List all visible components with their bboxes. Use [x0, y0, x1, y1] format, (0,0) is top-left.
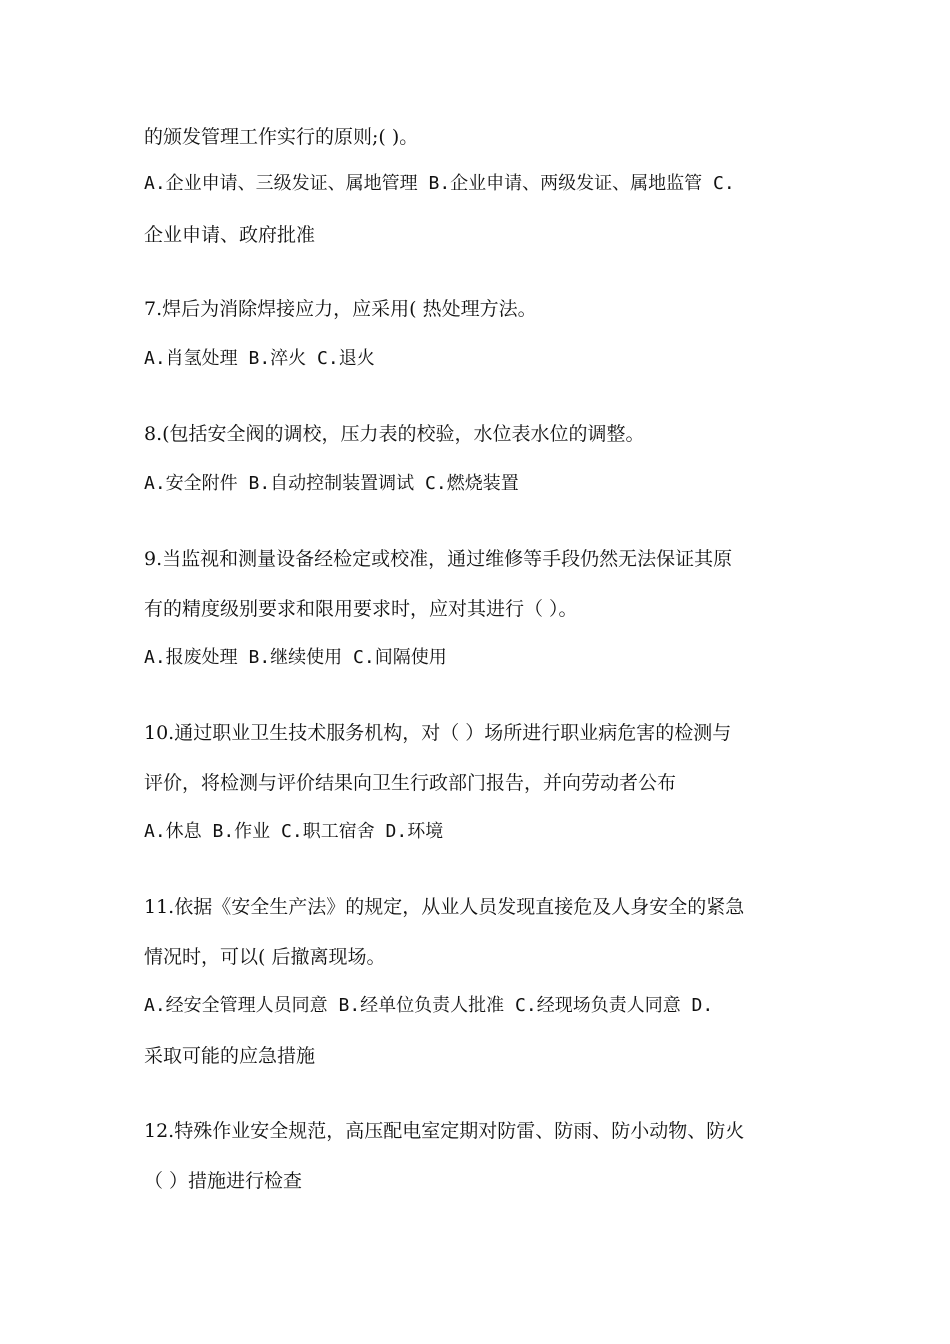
q9-stem-continuation: 有的精度级别要求和限用要求时，应对其进行（ ）。	[144, 598, 578, 620]
q6-options: A.企业申请、三级发证、属地管理 B.企业申请、两级发证、属地监管 C.	[144, 173, 735, 194]
q10-options: A.休息 B.作业 C.职工宿舍 D.环境	[144, 821, 444, 842]
q10-stem: 10.通过职业卫生技术服务机构，对（ ）场所进行职业病危害的检测与	[144, 722, 732, 744]
q12-stem-continuation: （ ）措施进行检查	[144, 1170, 303, 1192]
q7-options: A.肖氢处理 B.淬火 C.退火	[144, 348, 375, 369]
q6-options-continuation: 企业申请、政府批准	[144, 224, 316, 246]
q11-stem-continuation: 情况时，可以( 后撤离现场。	[144, 946, 386, 968]
q12-stem: 12.特殊作业安全规范，高压配电室定期对防雷、防雨、防小动物、防火	[144, 1120, 745, 1142]
q9-options: A.报废处理 B.继续使用 C.间隔使用	[144, 647, 447, 668]
q8-options: A.安全附件 B.自动控制装置调试 C.燃烧装置	[144, 473, 519, 494]
q8-stem: 8.(包括安全阀的调校，压力表的校验，水位表水位的调整。	[144, 423, 645, 445]
q11-options: A.经安全管理人员同意 B.经单位负责人批准 C.经现场负责人同意 D.	[144, 995, 714, 1016]
q6-stem-continuation: 的颁发管理工作实行的原则;( )。	[144, 126, 419, 148]
q7-stem: 7.焊后为消除焊接应力，应采用( 热处理方法。	[144, 298, 537, 320]
q10-stem-continuation: 评价，将检测与评价结果向卫生行政部门报告，并向劳动者公布	[144, 772, 677, 794]
q11-stem: 11.依据《安全生产法》的规定，从业人员发现直接危及人身安全的紧急	[144, 896, 745, 918]
q11-options-continuation: 采取可能的应急措施	[144, 1045, 316, 1067]
q9-stem: 9.当监视和测量设备经检定或校准，通过维修等手段仍然无法保证其原	[144, 548, 733, 570]
